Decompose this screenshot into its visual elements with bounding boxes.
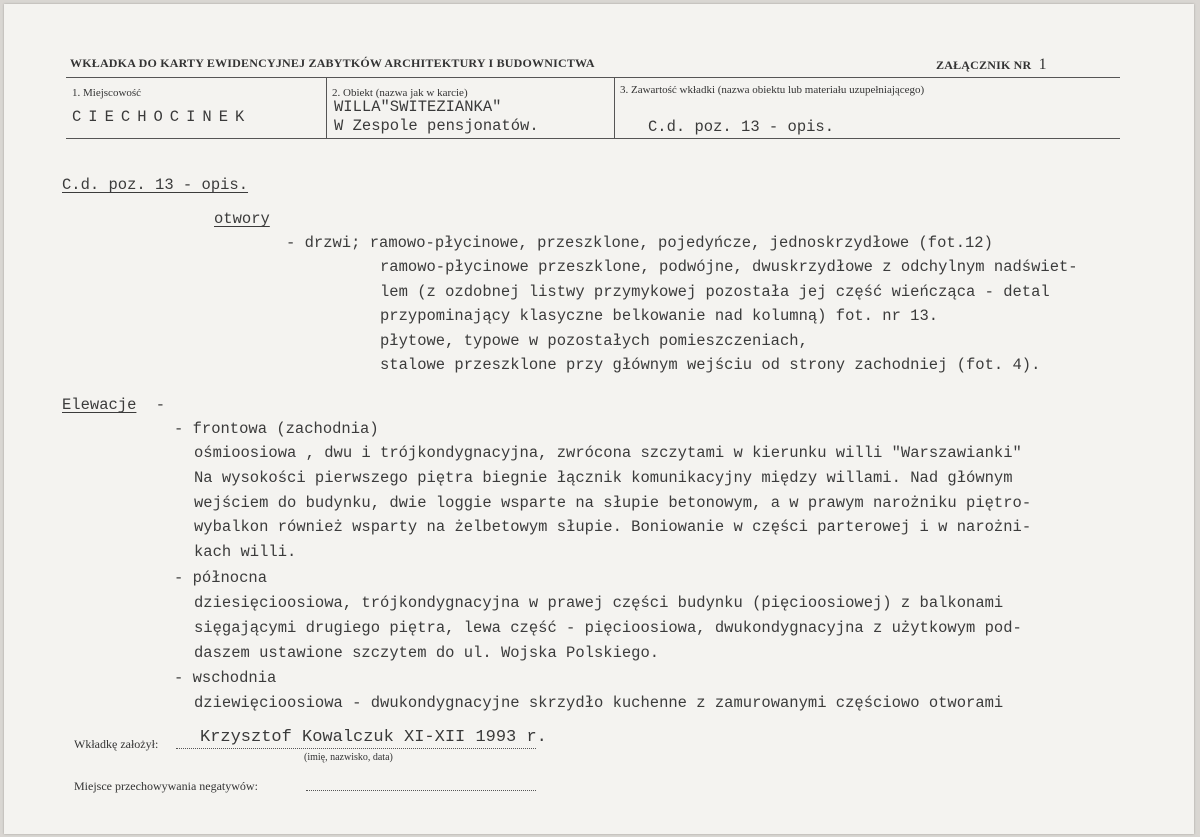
elevation-front-heading: - frontowa (zachodnia) xyxy=(174,420,379,438)
annex-label: ZAŁĄCZNIK NR 1 xyxy=(936,56,1047,73)
elevation-front-line-5: kach willi. xyxy=(194,543,297,561)
elevation-east-line-1: dziewięcioosiowa - dwukondygnacyjne skrzydło kuchenne z zamurowanymi częściowo otworami xyxy=(194,694,1004,712)
elevation-north-line-3: daszem ustawione szczytem do ul. Wojska Polskiego. xyxy=(194,644,660,662)
object-label: 2. Obiekt (nazwa jak w karcie) xyxy=(332,87,468,99)
annex-number: 1 xyxy=(1038,56,1047,73)
elevation-north-heading: - północna xyxy=(174,569,268,587)
elevation-north-line-1: dziesięcioosiowa, trójkondygnacyjna w prawej części budynku (pięcioosiowej) z balkonami xyxy=(194,594,1004,612)
created-by-hint: (imię, nazwisko, data) xyxy=(304,752,393,763)
elevation-front-line-4: wybalkon również wsparty na żelbetowym słupie. Boniowanie w części parterowej i w narożni- xyxy=(194,518,1032,536)
created-by-label: Wkładkę założył: xyxy=(74,737,159,751)
doors-line-2: ramowo-płycinowe przeszklone, podwójne, dwuskrzydłowe z odchylnym nadświet- xyxy=(380,258,1078,276)
header-divider-1 xyxy=(326,77,327,138)
record-card xyxy=(4,4,1194,834)
object-value-line-1: WILLA"SWITEZIANKA" xyxy=(334,98,502,116)
elevations-dash: - xyxy=(155,396,166,414)
elevation-front-line-2: Na wysokości pierwszego piętra biegnie łącznik komunikacyjny między willami. Nad głównym xyxy=(194,469,1013,487)
card-title: WKŁADKA DO KARTY EWIDENCYJNEJ ZABYTKÓW ARCHITEKTURY I BUDOWNICTWA xyxy=(70,56,595,70)
doors-line-4: przypominający klasyczne belkowanie nad kolumną) fot. nr 13. xyxy=(380,307,939,325)
elevation-east-heading: - wschodnia xyxy=(174,669,277,687)
negatives-dotted-line xyxy=(306,790,536,791)
created-by-value: Krzysztof Kowalczuk XI-XII 1993 r. xyxy=(200,728,547,747)
elevation-north-line-2: sięgającymi drugiego piętra, lewa część - pięcioosiowa, dwukondygnacyjna z użytkowym pod- xyxy=(194,619,1022,637)
elevation-front-line-3: wejściem do budynku, dwie loggie wsparte na słupie betonowym, a w prawym narożniku piętro- xyxy=(194,494,1032,512)
elevations-heading: Elewacje xyxy=(62,396,137,414)
doors-line-3: lem (z ozdobnej listwy przymykowej pozostała jej część wieńcząca - detal xyxy=(380,283,1050,301)
elevations-heading-row xyxy=(62,396,165,414)
doors-line-6: stalowe przeszklone przy głównym wejściu od strony zachodniej (fot. 4). xyxy=(380,356,1041,374)
object-value-line-2: W Zespole pensjonatów. xyxy=(334,117,539,135)
created-by-dotted-line xyxy=(176,748,536,749)
elevation-front-line-1: ośmioosiowa , dwu i trójkondygnacyjna, zwrócona szczytami w kierunku willi "Warszawianki" xyxy=(194,444,1022,462)
doors-line-1: - drzwi; ramowo-płycinowe, przeszklone, pojedyńcze, jednoskrzydłowe (fot.12) xyxy=(286,234,993,252)
content-label: 3. Zawartość wkładki (nazwa obiektu lub materiału uzupełniającego) xyxy=(620,84,925,96)
content-value: C.d. poz. 13 - opis. xyxy=(648,118,835,136)
locality-label: 1. Miejscowość xyxy=(72,87,142,99)
locality-value: CIECHOCINEK xyxy=(72,108,252,126)
negatives-label: Miejsce przechowywania negatywów: xyxy=(74,779,258,793)
header-bottom-rule xyxy=(66,138,1120,139)
openings-heading: otwory xyxy=(214,210,270,228)
doors-line-5: płytowe, typowe w pozostałych pomieszczeniach, xyxy=(380,332,808,350)
body-heading: C.d. poz. 13 - opis. xyxy=(62,176,249,194)
header-top-rule xyxy=(66,77,1120,78)
header-divider-2 xyxy=(614,77,615,138)
